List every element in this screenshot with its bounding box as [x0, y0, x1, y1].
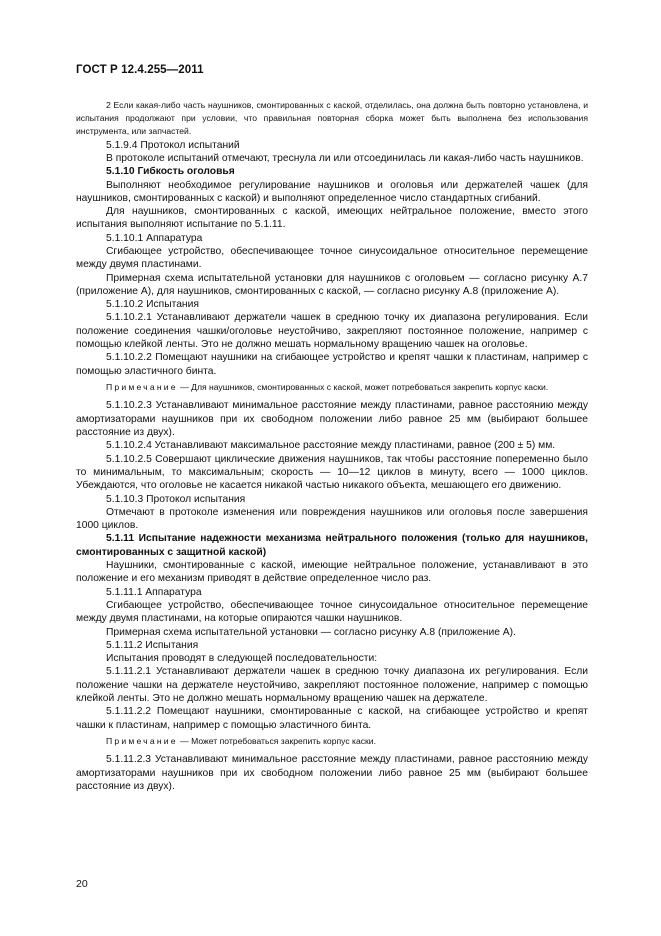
note-label: Примечание	[106, 735, 178, 746]
note-label: Примечание	[106, 381, 178, 392]
clause-5-1-11-2-title: 5.1.11.2 Испытания	[106, 639, 199, 651]
paragraph: 5.1.10.2.2 Помещают наушники на сгибающее устройство и крепят чашки к пластинам, например с помощью эластичного бинта.	[76, 352, 588, 377]
paragraph: Сгибающее устройство, обеспечивающее точное синусоидальное относительное перемещение между двумя пластинами.	[76, 245, 588, 271]
paragraph: 5.1.11.2.1 Устанавливают держатели чашек в среднюю точку диапазона их регулирования. Если положение чашки на держателе неустойчиво, закрепляют постоянное положение, например с помощью клейкой ленты. Это не должно мешать нормальному вращению чашек на держателе.	[76, 666, 588, 704]
paragraph: Выполняют необходимое регулирование наушников и оголовья или держателей чашек (для наушников, смонтированных с каской) и выполняют определенное число стандартных сгибаний.	[76, 179, 588, 204]
page-number: 20	[76, 878, 88, 890]
clause-5-1-10-2-title: 5.1.10.2 Испытания	[106, 299, 199, 311]
note-2: 2 Если какая-либо часть наушников, смонтированных с каской, отделилась, она должна быть повторно установлена, и испытания продолжают при условии, что правильная повторная сборка может быть выполнена без использования инструмента, или запчастей.	[76, 100, 588, 137]
paragraph: Сгибающее устройство, обеспечивающее точное синусоидальное относительное перемещение между двумя пластинами, на которые опираются чашки наушников.	[76, 599, 588, 625]
paragraph: Наушники, смонтированные с каской, имеющие нейтральное положение, устанавливают в это положение и его механизм приводят в действие определенное число раз.	[76, 560, 588, 585]
note-text: — Для наушников, смонтированных с каской, может потребоваться закрепить корпус каски.	[180, 381, 549, 392]
clause-5-1-10-3-title: 5.1.10.3 Протокол испытания	[106, 493, 246, 505]
paragraph: 5.1.10.2.5 Совершают циклические движения наушников, так чтобы расстояние попеременно было то минимальным, то максимальным; скорость — 10—12 циклов в минуту, всего — 1000 циклов. Убеждаются, что оголовье не касается никакой частью никакого объекта, мешающего его движению.	[76, 453, 588, 492]
clause-5-1-10-1-title: 5.1.10.1 Аппаратура	[106, 232, 203, 244]
document-header: ГОСТ Р 12.4.255—2011	[76, 64, 204, 76]
section-5-1-11-heading: 5.1.11 Испытание надежности механизма нейтрального положения (только для наушников, смонтированных с защитной каской)	[76, 533, 588, 558]
paragraph: Примерная схема испытательной установки для наушников с оголовьем — согласно рисунку А.7 (приложение А), для наушников, смонтированных с каской, — согласно рисунку А.8 (приложение А).	[76, 272, 588, 297]
paragraph: Испытания проводят в следующей последовательности:	[106, 653, 378, 665]
clause-5-1-11-1-title: 5.1.11.1 Аппаратура	[106, 586, 202, 598]
paragraph: Для наушников, смонтированных с каской, имеющих нейтральное положение, вместо этого испытания выполняют испытание по 5.1.11.	[76, 206, 588, 231]
note-text: — Может потребоваться закрепить корпус каски.	[180, 735, 377, 746]
section-5-1-10-heading: 5.1.10 Гибкость оголовья	[106, 166, 235, 178]
document-body	[76, 99, 588, 793]
paragraph: 5.1.10.2.1 Устанавливают держатели чашек в среднюю точку их диапазона регулирования. Если положение соединения чашки/оголовье неустойчиво, закрепляют постоянное положение, например с помощью клейкой ленты. Это не должно мешать нормальному вращению чашек на оголовье.	[76, 312, 588, 351]
paragraph: Отмечают в протоколе изменения или повреждения наушников или оголовья после завершения 1000 циклов.	[76, 506, 588, 532]
clause-5-1-9-4-text: В протоколе испытаний отмечают, треснула ли или отсоединилась ли какая-либо часть наушников.	[106, 152, 584, 164]
paragraph: 5.1.10.2.3 Устанавливают минимальное расстояние между пластинами, равное расстоянию между амортизаторами наушников при их свободном положении либо равное 25 мм (выбирают большее расстояние из двух).	[76, 400, 588, 439]
paragraph: 5.1.11.2.2 Помещают наушники, смонтированные с каской, на сгибающее устройство и крепят чашки к пластинам, например с помощью эластичного бинта.	[76, 706, 588, 731]
paragraph: Примерная схема испытательной установки — согласно рисунку А.8 (приложение А).	[106, 626, 516, 638]
note-2-short	[76, 735, 588, 748]
note-1	[76, 381, 588, 394]
clause-5-1-9-4-title: 5.1.9.4 Протокол испытаний	[106, 139, 240, 151]
paragraph: 5.1.10.2.4 Устанавливают максимальное расстояние между пластинами, равное (200 ± 5) мм.	[106, 440, 556, 452]
paragraph: 5.1.11.2.3 Устанавливают минимальное расстояние между пластинами, равное расстоянию между амортизаторами наушников при их свободном положении либо равное 25 мм (выбирают большее расстояние из двух).	[76, 754, 588, 792]
